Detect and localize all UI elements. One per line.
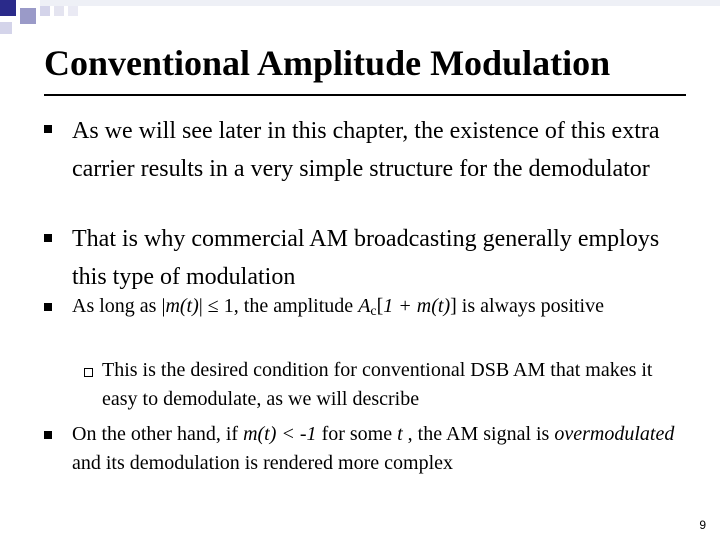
bullet-text: That is why commercial AM broadcasting generally employs this type of modulation [72,226,660,290]
bullet-item [72,220,692,296]
bullet-marker [44,303,52,311]
bullet-text: As long as | [72,295,166,317]
bullet-text: As we will see later in this chapter, the existence of this extra carrier results in a very simple structure for the demodulator [72,118,660,182]
bullet-marker [44,234,52,242]
bullet-item [72,292,692,326]
sub-bullet-item [102,356,692,414]
corner-decoration [0,0,720,40]
bullet-marker [44,125,52,133]
emphasis-overmodulated: overmodulated [554,423,675,445]
math-amplitude: A [358,295,371,317]
bullet-text: | ≤ 1, the amplitude [198,295,359,317]
bullet-text: ] is always positive [450,295,604,317]
bullet-text: On the other hand, if [72,423,244,445]
math-condition: m(t) < -1 [243,423,317,445]
math-expression: 1 + m(t) [383,295,451,317]
title-underline [44,94,686,96]
bullet-item [72,420,692,478]
math-mt: m(t) [165,295,199,317]
bullet-text: for some [316,423,398,445]
bullet-text: and its demodulation is rendered more complex [72,452,454,474]
bullet-item [72,112,692,188]
slide-title: Conventional Amplitude Modulation [44,43,611,83]
sub-bullet-text: This is the desired condition for conventional DSB AM that makes it easy to demodulate, as we will describe [102,359,653,410]
bullet-text: [ [376,295,384,317]
bullet-text: , the AM signal is [402,423,555,445]
math-t: t [397,423,403,445]
bullet-marker [44,431,52,439]
page-number: 9 [699,518,706,532]
sub-bullet-marker [84,368,93,377]
math-subscript: c [370,304,377,319]
